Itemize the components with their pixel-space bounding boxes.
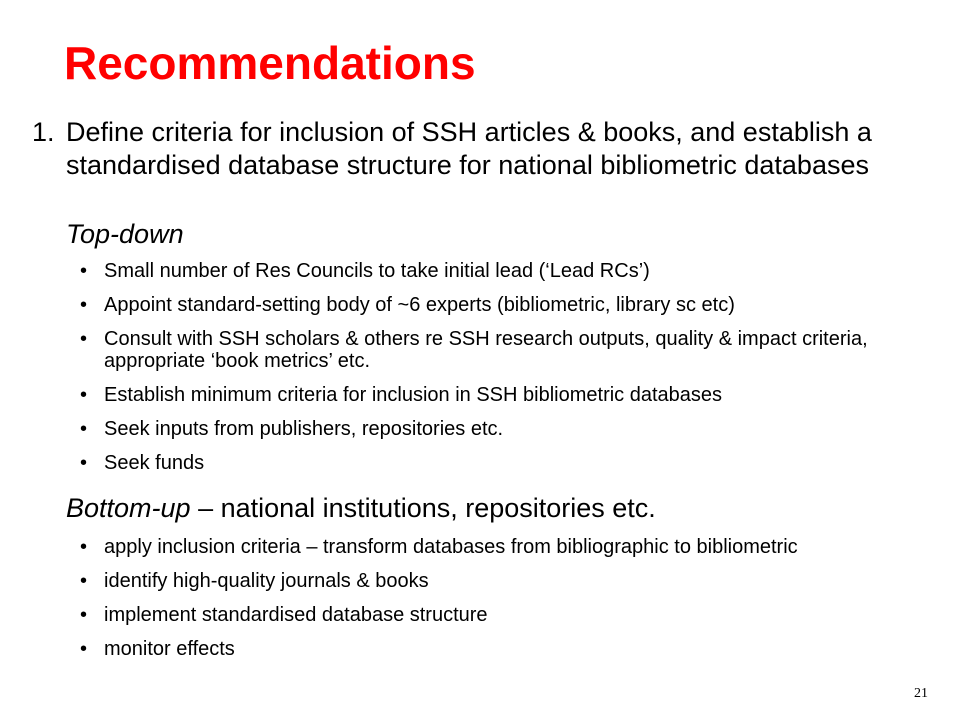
list-item: • Establish minimum criteria for inclusion in SSH bibliometric databases	[80, 384, 723, 406]
list-item: • Consult with SSH scholars & others re SSH research outputs, quality & impact criteria, appropriate ‘book metrics’ etc.	[80, 328, 868, 372]
bullet-icon: •	[80, 384, 88, 406]
bottom-up-list	[80, 536, 950, 660]
slide-title: Recommendations	[64, 37, 476, 89]
recommendation-text: Define criteria for inclusion of SSH articles & books, and establish a standardised database structure for national bibliometric databases	[66, 117, 872, 180]
list-item: • monitor effects	[80, 638, 235, 660]
bullet-icon: •	[80, 452, 88, 474]
list-item: • implement standardised database structure	[80, 604, 488, 626]
recommendation-item	[32, 116, 912, 182]
bullet-icon: •	[80, 294, 88, 316]
bullet-icon: •	[80, 536, 88, 558]
list-item: • identify high-quality journals & books	[80, 570, 429, 592]
recommendation-number: 1.	[32, 117, 55, 147]
top-down-list	[80, 260, 950, 474]
bullet-icon: •	[80, 418, 88, 440]
bullet-icon: •	[80, 604, 88, 626]
bullet-icon: •	[80, 328, 88, 350]
top-down-heading: Top-down	[66, 219, 184, 249]
list-item: • Small number of Res Councils to take initial lead (‘Lead RCs’)	[80, 260, 650, 282]
list-item: • Seek funds	[80, 452, 205, 474]
page-number: 21	[914, 686, 928, 701]
bullet-icon: •	[80, 638, 88, 660]
list-item: • Seek inputs from publishers, repositories etc.	[80, 418, 504, 440]
list-item: • apply inclusion criteria – transform databases from bibliographic to bibliometric	[80, 536, 798, 558]
bullet-icon: •	[80, 260, 88, 282]
bottom-up-heading: Bottom-up – national institutions, repositories etc.	[66, 493, 656, 523]
bullet-icon: •	[80, 570, 88, 592]
list-item: • Appoint standard-setting body of ~6 experts (bibliometric, library sc etc)	[80, 294, 735, 316]
